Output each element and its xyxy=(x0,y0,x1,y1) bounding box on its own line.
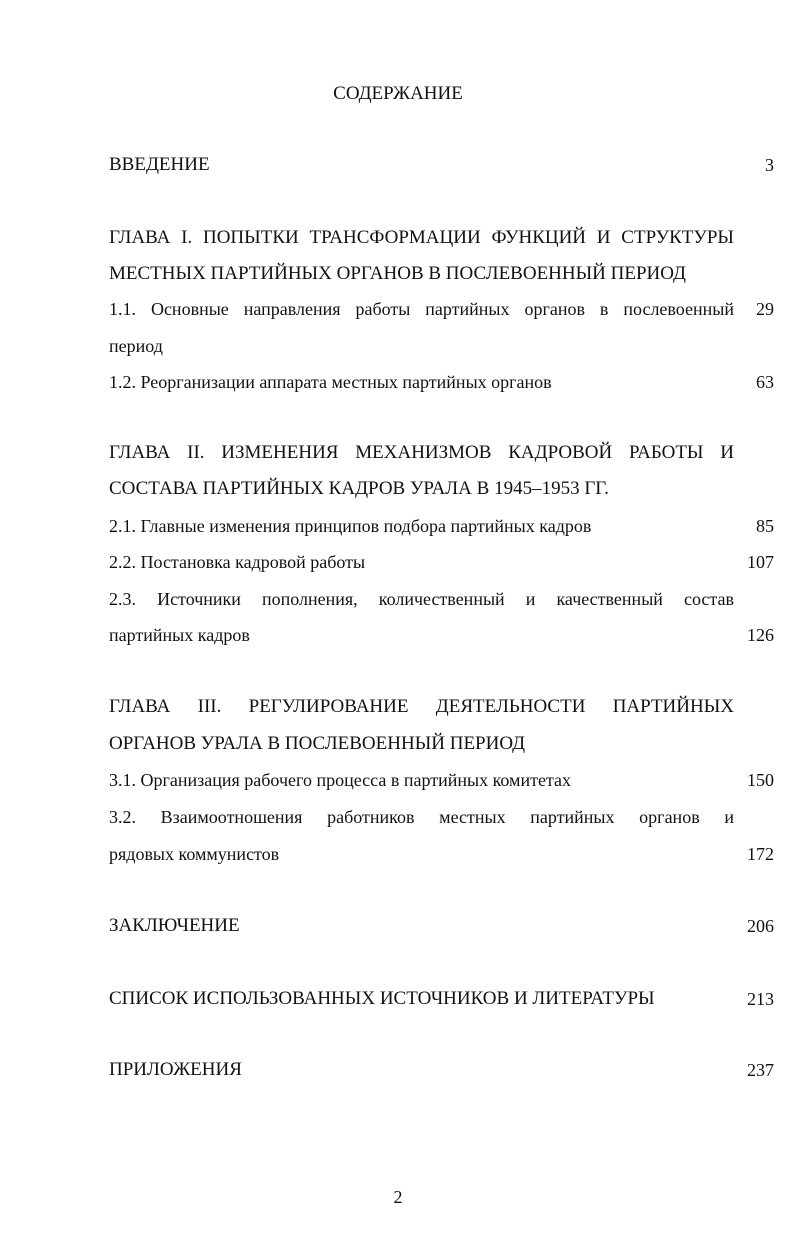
section-3-2-line1: 3.2. Взаимоотношения работников местных партийных органов и xyxy=(109,807,734,827)
chapter1-title-line1: ГЛАВА I. ПОПЫТКИ ТРАНСФОРМАЦИИ ФУНКЦИЙ И СТРУКТУРЫ xyxy=(109,227,734,248)
section-2-3-line1: 2.3. Источники пополнения, количественный и качественный состав xyxy=(109,589,734,609)
toc-entry-sources: СПИСОК ИСПОЛЬЗОВАННЫХ ИСТОЧНИКОВ И ЛИТЕРАТУРЫ xyxy=(109,988,655,1009)
toc-page-1-2: 63 xyxy=(756,372,774,392)
toc-page-conclusion: 206 xyxy=(747,916,774,936)
toc-page-3-1: 150 xyxy=(747,770,774,790)
toc-page-2-3: 126 xyxy=(747,625,774,645)
section-3-2-line2: рядовых коммунистов xyxy=(109,844,280,864)
section-2-3-line2: партийных кадров xyxy=(109,625,250,645)
page-number: 2 xyxy=(393,1187,403,1207)
chapter1-title-line2: МЕСТНЫХ ПАРТИЙНЫХ ОРГАНОВ В ПОСЛЕВОЕННЫЙ ПЕРИОД xyxy=(109,263,687,284)
toc-title: СОДЕРЖАНИЕ xyxy=(333,83,463,104)
toc-page-intro: 3 xyxy=(765,155,774,175)
toc-page-1-1: 29 xyxy=(756,299,774,319)
section-3-1: 3.1. Организация рабочего процесса в партийных комитетах xyxy=(109,770,572,790)
toc-entry-appendix: ПРИЛОЖЕНИЯ xyxy=(109,1059,242,1080)
section-1-1-line2: период xyxy=(109,336,163,356)
toc-page-2-2: 107 xyxy=(747,552,774,572)
chapter2-title-line2: СОСТАВА ПАРТИЙНЫХ КАДРОВ УРАЛА В 1945–1953 ГГ. xyxy=(109,478,609,499)
toc-page-appendix: 237 xyxy=(747,1060,774,1080)
toc-entry-intro: ВВЕДЕНИЕ xyxy=(109,154,210,175)
section-2-2: 2.2. Постановка кадровой работы xyxy=(109,552,366,572)
chapter3-title-line2: ОРГАНОВ УРАЛА В ПОСЛЕВОЕННЫЙ ПЕРИОД xyxy=(109,733,526,754)
toc-entry-conclusion: ЗАКЛЮЧЕНИЕ xyxy=(109,915,240,936)
section-1-2: 1.2. Реорганизации аппарата местных партийных органов xyxy=(109,372,552,392)
chapter2-title-line1: ГЛАВА II. ИЗМЕНЕНИЯ МЕХАНИЗМОВ КАДРОВОЙ РАБОТЫ И xyxy=(109,442,734,463)
toc-page-3-2: 172 xyxy=(747,844,774,864)
chapter3-title-line1: ГЛАВА III. РЕГУЛИРОВАНИЕ ДЕЯТЕЛЬНОСТИ ПАРТИЙНЫХ xyxy=(109,696,734,717)
section-1-1-line1: 1.1. Основные направления работы партийных органов в послевоенный xyxy=(109,299,734,319)
section-2-1: 2.1. Главные изменения принципов подбора партийных кадров xyxy=(109,516,592,536)
toc-page-2-1: 85 xyxy=(756,516,774,536)
toc-page-sources: 213 xyxy=(747,989,774,1009)
